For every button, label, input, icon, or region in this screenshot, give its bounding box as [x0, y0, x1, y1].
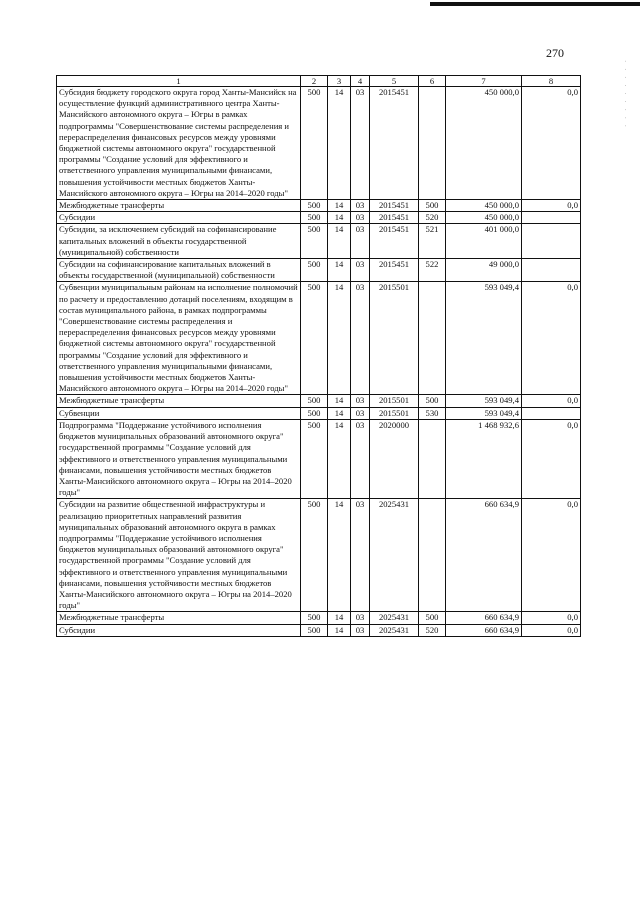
col-header-1: 1: [57, 76, 301, 87]
subsection-code: 03: [351, 282, 370, 395]
row-name: Межбюджетные трансферты: [57, 612, 301, 624]
amount-value: 660 634,9: [446, 612, 522, 624]
table-row: [57, 212, 581, 224]
table-row: [57, 419, 581, 498]
amount-value: 401 000,0: [446, 224, 522, 259]
federal-amount-value: [522, 259, 581, 282]
amount-value: 593 049,4: [446, 395, 522, 407]
subsection-code: 03: [351, 624, 370, 636]
expense-type-code: [419, 419, 446, 498]
table-row: [57, 282, 581, 395]
federal-amount-value: [522, 407, 581, 419]
ministry-code: 500: [301, 419, 328, 498]
section-code: 14: [328, 87, 351, 200]
amount-value: 660 634,9: [446, 499, 522, 612]
table-row: [57, 499, 581, 612]
target-article-code: 2015451: [370, 212, 419, 224]
section-code: 14: [328, 419, 351, 498]
federal-amount-value: 0,0: [522, 419, 581, 498]
target-article-code: 2015451: [370, 259, 419, 282]
amount-value: 1 468 932,6: [446, 419, 522, 498]
row-name: Субсидия бюджету городского округа город Ханты-Мансийск на осуществление функций административного центра Ханты-Мансийского автономного округа – Югры в рамках подпрограммы "Совершенствование системы распределения и перераспределения финансовых ресурсов между уровнями бюджетной системы автономного округа" государственной программы "Создание условий для эффективного и ответственного управления муниципальными финансами, повышения устойчивости местных бюджетов Ханты-Мансийского автономного округа – Югры на 2014–2020 годы": [57, 87, 301, 200]
subsection-code: 03: [351, 612, 370, 624]
ministry-code: 500: [301, 612, 328, 624]
section-code: 14: [328, 282, 351, 395]
table-header-row: [57, 76, 581, 87]
row-name: Подпрограмма "Поддержание устойчивого исполнения бюджетов муниципальных образований автономного округа" государственной программы "Создание условий для эффективного и ответственного управления муниципальными финансами, повышения устойчивости местных бюджетов Ханты-Мансийского автономного округа – Югры на 2014–2020 годы": [57, 419, 301, 498]
expense-type-code: 521: [419, 224, 446, 259]
page-number: 270: [546, 46, 564, 60]
expense-type-code: 500: [419, 612, 446, 624]
col-header-2: 2: [301, 76, 328, 87]
section-code: 14: [328, 624, 351, 636]
target-article-code: 2015501: [370, 407, 419, 419]
subsection-code: 03: [351, 212, 370, 224]
row-name: Субсидии, за исключением субсидий на софинансирование капитальных вложений в объекты государственной (муниципальной) собственности: [57, 224, 301, 259]
target-article-code: 2015451: [370, 200, 419, 212]
expense-type-code: 520: [419, 624, 446, 636]
expense-type-code: 500: [419, 395, 446, 407]
expense-type-code: 522: [419, 259, 446, 282]
row-name: Субсидии: [57, 624, 301, 636]
target-article-code: 2025431: [370, 612, 419, 624]
row-name: Субсидии: [57, 212, 301, 224]
col-header-7: 7: [446, 76, 522, 87]
federal-amount-value: 0,0: [522, 200, 581, 212]
amount-value: 593 049,4: [446, 407, 522, 419]
amount-value: 450 000,0: [446, 200, 522, 212]
ministry-code: 500: [301, 200, 328, 212]
target-article-code: 2015501: [370, 282, 419, 395]
expense-type-code: [419, 499, 446, 612]
row-name: Субвенции муниципальным районам на исполнение полномочий по расчету и предоставлению дотаций поселениям, входящим в состав муниципального района, в рамках подпрограммы "Совершенствование системы распределения и перераспределения финансовых ресурсов между уровнями бюджетной системы автономного округа" государственной программы "Создание условий для эффективного и ответственного управления муниципальными финансами, повышения устойчивости местных бюджетов Ханты-Мансийского автономного округа – Югры на 2014–2020 годы": [57, 282, 301, 395]
target-article-code: 2025431: [370, 624, 419, 636]
ministry-code: 500: [301, 212, 328, 224]
section-code: 14: [328, 224, 351, 259]
subsection-code: 03: [351, 419, 370, 498]
subsection-code: 03: [351, 87, 370, 200]
federal-amount-value: 0,0: [522, 395, 581, 407]
ministry-code: 500: [301, 624, 328, 636]
table-row: [57, 612, 581, 624]
federal-amount-value: 0,0: [522, 282, 581, 395]
subsection-code: 03: [351, 259, 370, 282]
table-row: [57, 224, 581, 259]
section-code: 14: [328, 499, 351, 612]
row-name: Межбюджетные трансферты: [57, 200, 301, 212]
table-row: [57, 259, 581, 282]
federal-amount-value: [522, 224, 581, 259]
ministry-code: 500: [301, 224, 328, 259]
section-code: 14: [328, 395, 351, 407]
side-margin-mark: · · · · · · · · ·: [621, 60, 629, 129]
subsection-code: 03: [351, 395, 370, 407]
col-header-6: 6: [419, 76, 446, 87]
section-code: 14: [328, 259, 351, 282]
col-header-5: 5: [370, 76, 419, 87]
expense-type-code: 530: [419, 407, 446, 419]
subsection-code: 03: [351, 407, 370, 419]
row-name: Межбюджетные трансферты: [57, 395, 301, 407]
ministry-code: 500: [301, 87, 328, 200]
target-article-code: 2015451: [370, 224, 419, 259]
federal-amount-value: 0,0: [522, 624, 581, 636]
row-name: Субвенции: [57, 407, 301, 419]
expense-type-code: [419, 87, 446, 200]
subsection-code: 03: [351, 200, 370, 212]
subsection-code: 03: [351, 499, 370, 612]
col-header-8: 8: [522, 76, 581, 87]
target-article-code: 2015501: [370, 395, 419, 407]
section-code: 14: [328, 200, 351, 212]
subsection-code: 03: [351, 224, 370, 259]
amount-value: 450 000,0: [446, 212, 522, 224]
federal-amount-value: 0,0: [522, 612, 581, 624]
amount-value: 660 634,9: [446, 624, 522, 636]
target-article-code: 2020000: [370, 419, 419, 498]
amount-value: 593 049,4: [446, 282, 522, 395]
federal-amount-value: 0,0: [522, 87, 581, 200]
amount-value: 49 000,0: [446, 259, 522, 282]
ministry-code: 500: [301, 407, 328, 419]
col-header-3: 3: [328, 76, 351, 87]
table-row: [57, 624, 581, 636]
target-article-code: 2025431: [370, 499, 419, 612]
table-row: [57, 200, 581, 212]
table-row: [57, 395, 581, 407]
table-row: [57, 407, 581, 419]
amount-value: 450 000,0: [446, 87, 522, 200]
ministry-code: 500: [301, 499, 328, 612]
expense-type-code: [419, 282, 446, 395]
section-code: 14: [328, 212, 351, 224]
col-header-4: 4: [351, 76, 370, 87]
federal-amount-value: [522, 212, 581, 224]
expense-type-code: 500: [419, 200, 446, 212]
row-name: Субсидии на софинансирование капитальных вложений в объекты государственной (муниципальной) собственности: [57, 259, 301, 282]
ministry-code: 500: [301, 395, 328, 407]
expense-type-code: 520: [419, 212, 446, 224]
ministry-code: 500: [301, 282, 328, 395]
federal-amount-value: 0,0: [522, 499, 581, 612]
section-code: 14: [328, 612, 351, 624]
top-border-line: [430, 2, 640, 6]
row-name: Субсидии на развитие общественной инфраструктуры и реализацию приоритетных направлений развития муниципальных образований автономного округа в рамках подпрограммы "Поддержание устойчивого исполнения бюджетов муниципальных образований автономного округа" государственной программы "Создание условий для эффективного и ответственного управления муниципальными финансами, повышения устойчивости местных бюджетов Ханты-Мансийского автономного округа – Югры на 2014–2020 годы": [57, 499, 301, 612]
budget-table: [56, 75, 581, 637]
section-code: 14: [328, 407, 351, 419]
ministry-code: 500: [301, 259, 328, 282]
table-row: [57, 87, 581, 200]
target-article-code: 2015451: [370, 87, 419, 200]
